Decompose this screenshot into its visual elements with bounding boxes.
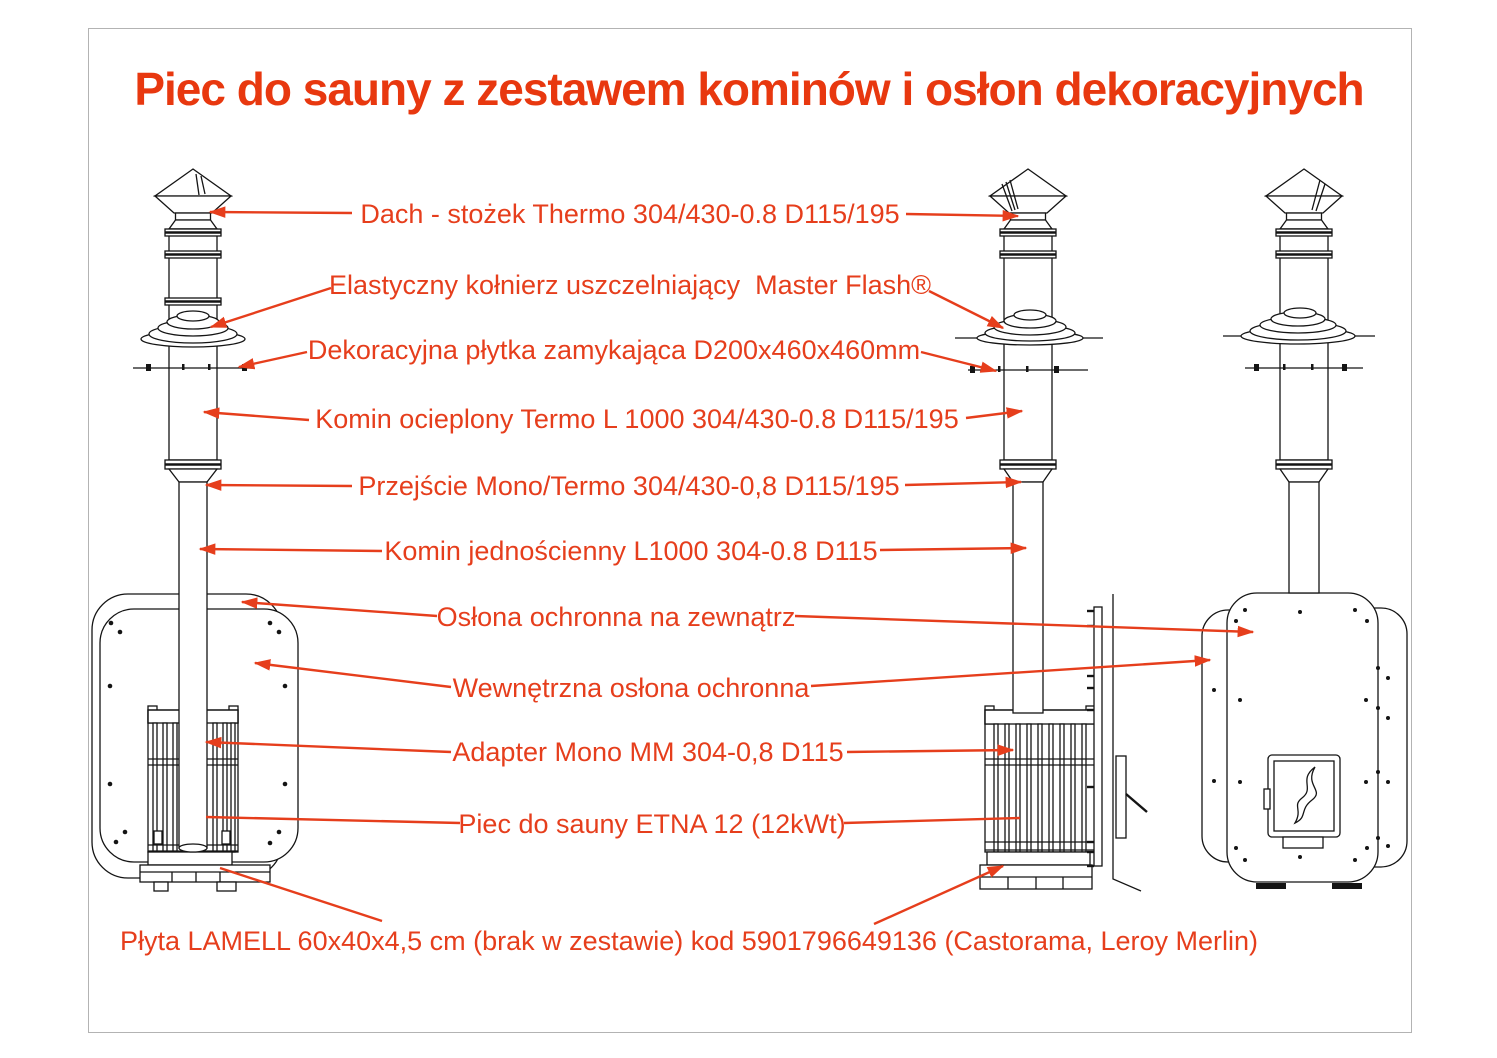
wall-and-shield-side xyxy=(1087,594,1141,891)
side-view-drawing xyxy=(955,169,1147,891)
label-adapter: Adapter Mono MM 304-0,8 D115 xyxy=(452,737,844,767)
firebox-door-side xyxy=(1116,756,1147,838)
label-insulated-chimney: Komin ocieplony Termo L 1000 304/430-0.8 D115/195 xyxy=(315,404,959,434)
stove-feet-right-view xyxy=(1256,883,1362,889)
chimney-right xyxy=(1223,169,1375,593)
base-plate-side xyxy=(980,852,1092,889)
stone-cage-side xyxy=(985,706,1095,852)
decorative-door xyxy=(1264,755,1340,848)
door-view-drawing xyxy=(1202,169,1407,889)
label-sauna-stove: Piec do sauny ETNA 12 (12kWt) xyxy=(458,809,846,839)
label-outer-shield: Osłona ochronna na zewnątrz xyxy=(436,602,796,632)
label-roof-cone: Dach - stożek Thermo 304/430-0.8 D115/195 xyxy=(360,199,900,229)
chimney-middle xyxy=(955,169,1103,713)
label-inner-shield: Wewnętrzna osłona ochronna xyxy=(452,673,810,703)
diagram-title: Piec do sauny z zestawem kominów i osłon dekoracyjnych xyxy=(134,63,1364,115)
label-mono-termo-transition: Przejście Mono/Termo 304/430-0,8 D115/195 xyxy=(358,471,900,501)
front-view-drawing xyxy=(92,169,298,891)
label-decorative-plate: Dekoracyjna płytka zamykająca D200x460x460mm xyxy=(307,335,921,365)
label-single-wall-chimney: Komin jednościenny L1000 304-0.8 D115 xyxy=(384,536,878,566)
label-lamell-plate: Płyta LAMELL 60x40x4,5 cm (brak w zestawie) kod 5901796649136 (Castorama, Leroy Merlin) xyxy=(119,926,1259,956)
label-master-flash: Elastyczny kołnierz uszczelniający Master Flash® xyxy=(328,270,932,300)
